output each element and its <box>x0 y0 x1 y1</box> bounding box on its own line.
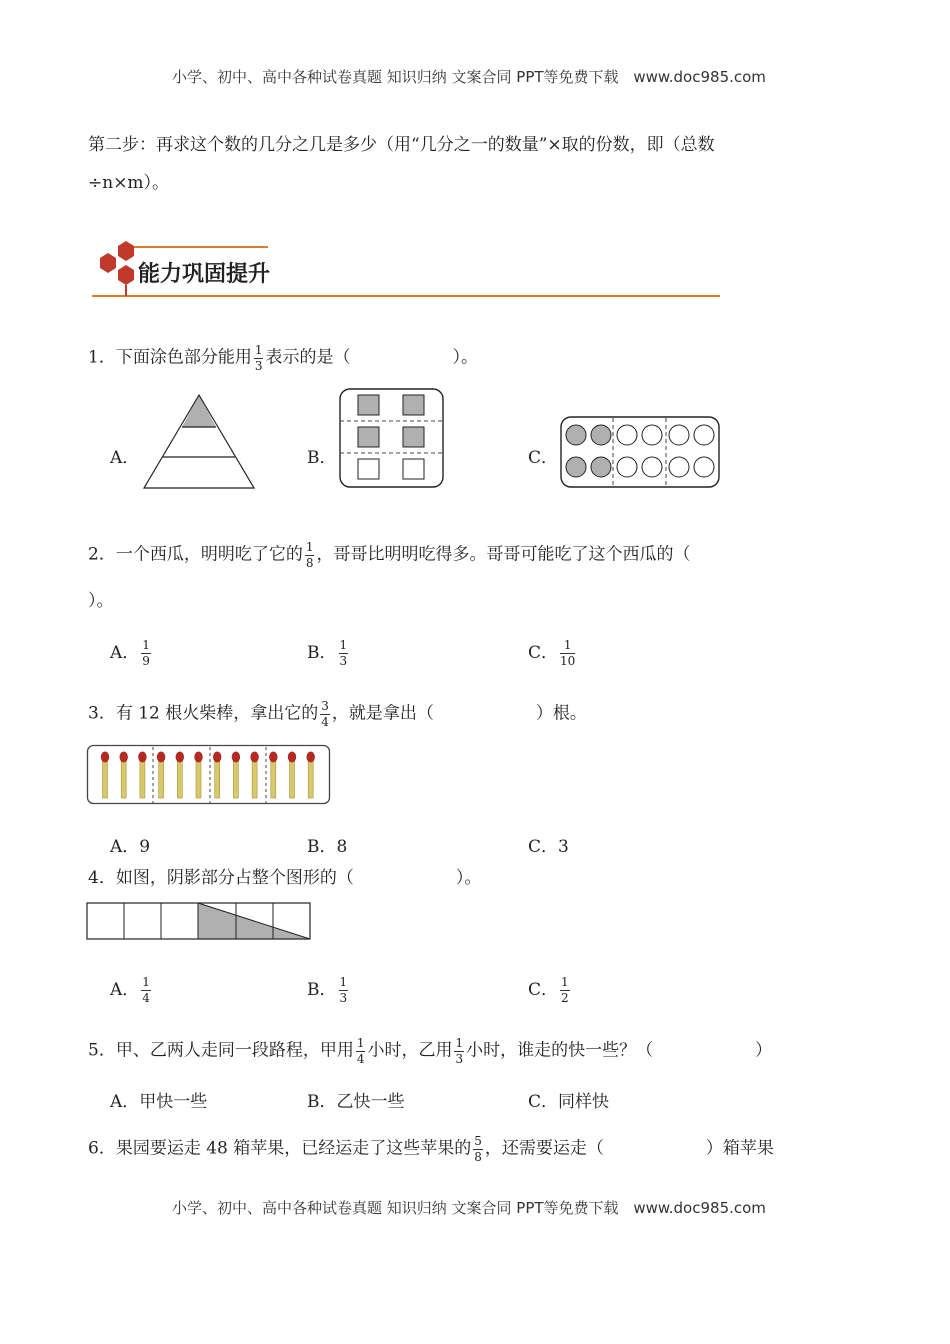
section-title: 能力巩固提升 <box>138 262 271 287</box>
matchstick-head <box>213 752 221 763</box>
q2-option-a[interactable]: A． $\frac{1}{9}$ <box>110 638 150 668</box>
q5-option-a[interactable]: A．甲快一些 <box>110 1092 208 1112</box>
matchstick <box>233 758 238 798</box>
matchstick <box>103 758 108 798</box>
question-2 <box>88 541 690 569</box>
footer-url[interactable]: www.doc985.com <box>633 1199 766 1217</box>
q5-option-c[interactable]: C．同样快 <box>528 1092 610 1112</box>
q2-text-post: ，哥哥比明明吃得多。哥哥可能吃了这个西瓜的（ <box>316 544 691 565</box>
q4-option-b[interactable]: B． $\frac{1}{3}$ <box>307 975 348 1005</box>
matchstick <box>290 758 295 798</box>
matchstick <box>271 758 276 798</box>
matchstick-head <box>269 752 277 763</box>
q2-option-c[interactable]: C． $\frac{1}{10}$ <box>528 638 576 668</box>
matchstick-head <box>288 752 296 763</box>
matchstick-head <box>232 752 240 763</box>
q4-option-c[interactable]: C． $\frac{1}{2}$ <box>528 975 569 1005</box>
footer-text: 小学、初中、高中各种试卷真题 知识归纳 文案合同 PPT等免费下载 <box>172 1199 619 1217</box>
matchstick-head <box>307 752 315 763</box>
matchstick-head <box>101 752 109 763</box>
triangle-figure <box>142 393 256 490</box>
q3-fraction: $\frac{3}{4}$ <box>321 699 329 729</box>
q2-fraction: $\frac{1}{8}$ <box>305 540 314 570</box>
q1-text-pre: 1．下面涂色部分能用 <box>88 347 252 368</box>
matchstick-head <box>120 752 128 763</box>
matchstick <box>121 758 126 798</box>
q1-option-c[interactable]: C． <box>528 448 559 468</box>
question-4: 4．如图，阴影部分占整个图形的（ ）。 <box>88 868 482 888</box>
matchstick <box>196 758 201 798</box>
q3-option-b[interactable]: B．8 <box>307 837 348 857</box>
header-url[interactable]: www.doc985.com <box>633 68 766 86</box>
q1-text-post: 表示的是（ ）。 <box>265 347 478 368</box>
matchstick <box>177 758 182 798</box>
q1-option-a[interactable]: A． <box>110 448 140 468</box>
q5-option-b[interactable]: B．乙快一些 <box>307 1092 405 1112</box>
q2-option-b[interactable]: B． $\frac{1}{3}$ <box>307 638 348 668</box>
squares-figure <box>338 387 446 489</box>
q1-fraction: $\frac{1}{3}$ <box>254 343 263 373</box>
q3-option-a[interactable]: A．9 <box>110 837 151 857</box>
matchstick <box>252 758 257 798</box>
circles-figure <box>559 415 723 489</box>
matchstick <box>215 758 220 798</box>
matchstick-head <box>176 752 184 763</box>
matchstick-head <box>250 752 258 763</box>
matchstick <box>308 758 313 798</box>
intro-line-2: ÷n×m）。 <box>88 173 170 193</box>
question-3 <box>88 700 587 728</box>
q3-text-post: ，就是拿出（ ）根。 <box>331 703 587 724</box>
q3-option-c[interactable]: C．3 <box>528 837 569 857</box>
matchstick <box>140 758 145 798</box>
matchsticks-figure <box>86 744 332 806</box>
section-heading <box>86 238 726 300</box>
q1-option-b[interactable]: B． <box>307 448 337 468</box>
q4-option-a[interactable]: A． $\frac{1}{4}$ <box>110 975 150 1005</box>
intro-line-1: 第二步：再求这个数的几分之几是多少（用“几分之一的数量”×取的份数，即（总数 <box>88 135 715 155</box>
matchstick-head <box>157 752 165 763</box>
rectangle-strip-figure <box>86 901 314 943</box>
q2-line-2: ）。 <box>88 591 114 611</box>
question-5: 5．甲、乙两人走同一段路程，甲用 $\frac{1}{4}$ 小时，乙用 $\frac{1}{3}$ 小时，谁走的快一些？（ ） <box>88 1036 773 1066</box>
matchstick <box>159 758 164 798</box>
question-1 <box>88 344 478 372</box>
matchstick-head <box>194 752 202 763</box>
question-6: 6．果园要运走 48 箱苹果，已经运走了这些苹果的 $\frac{5}{8}$ ，还需要运走（ ）箱苹果 <box>88 1134 774 1164</box>
matchstick-head <box>138 752 146 763</box>
header-text: 小学、初中、高中各种试卷真题 知识归纳 文案合同 PPT等免费下载 <box>172 68 619 86</box>
q3-text-pre: 3．有 12 根火柴棒，拿出它的 <box>88 703 319 724</box>
page-header <box>172 66 766 87</box>
page-footer <box>172 1197 766 1218</box>
q2-text-pre: 2．一个西瓜，明明吃了它的 <box>88 544 303 565</box>
